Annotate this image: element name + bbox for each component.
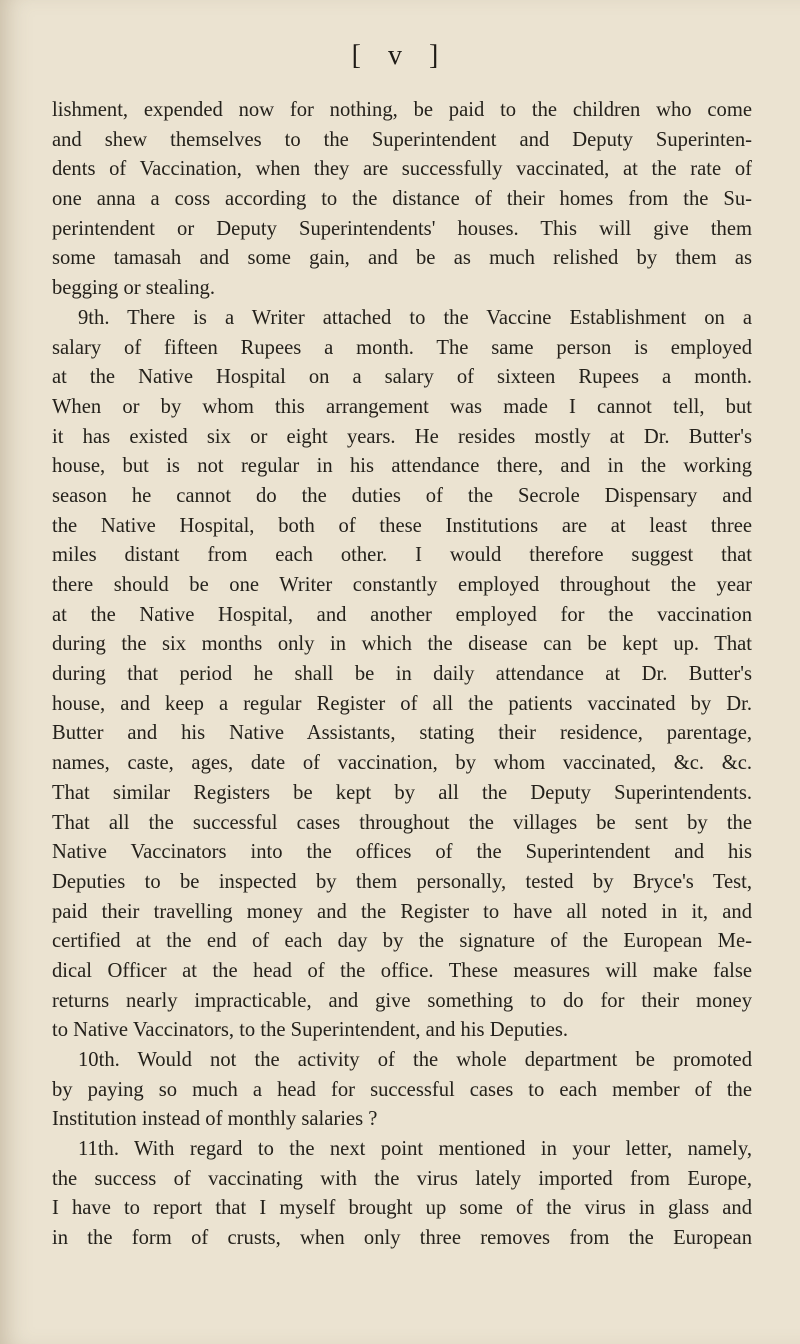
text-line: salary of fifteen Rupees a month. The same person is employed	[52, 336, 752, 359]
text-line: dents of Vaccination, when they are successfully vaccinated, at the rate of	[52, 158, 752, 181]
paragraph-start-10th: 10th. Would not the activity of the whole department be promoted	[78, 1049, 752, 1071]
paragraph-start-9th: 9th. There is a Writer attached to the Vaccine Establishment on a	[78, 306, 752, 329]
text-line: begging or stealing.	[52, 277, 216, 300]
text-line: at the Native Hospital, and another employed for the vaccination	[52, 603, 752, 626]
text-line: I have to report that I myself brought up some of the virus in glass and	[52, 1197, 752, 1220]
text-line: to Native Vaccinators, to the Superintendent, and his Deputies.	[52, 1019, 569, 1042]
text-line: the success of vaccinating with the virus lately imported from Europe,	[52, 1167, 752, 1190]
text-line: certified at the end of each day by the signature of the European Me-	[52, 930, 752, 953]
text-line: house, and keep a regular Register of all the patients vaccinated by Dr.	[52, 692, 752, 715]
body-text	[52, 96, 752, 1254]
text-line: Institution instead of monthly salaries ?	[52, 1108, 378, 1131]
text-line: by paying so much a head for successful cases to each member of the	[52, 1078, 752, 1101]
text-line: some tamasah and some gain, and be as much relished by them as	[52, 247, 752, 270]
text-line: house, but is not regular in his attendance there, and in the working	[52, 455, 752, 478]
paragraph-start-11th: 11th. With regard to the next point mentioned in your letter, namely,	[78, 1138, 752, 1161]
text-line: perintendent or Deputy Superintendents' houses. This will give them	[52, 217, 752, 240]
text-line: one anna a coss according to the distance of their homes from the Su-	[52, 188, 752, 211]
text-line: during the six months only in which the disease can be kept up. That	[52, 633, 752, 656]
text-line: at the Native Hospital on a salary of sixteen Rupees a month.	[52, 366, 752, 389]
text-line: miles distant from each other. I would therefore suggest that	[52, 544, 752, 567]
text-line: Native Vaccinators into the offices of the Superintendent and his	[52, 841, 752, 864]
text-line: the Native Hospital, both of these Institutions are at least three	[52, 514, 752, 537]
text-line: there should be one Writer constantly employed throughout the year	[52, 574, 752, 596]
text-line: it has existed six or eight years. He resides mostly at Dr. Butter's	[52, 425, 752, 448]
text-line: That all the successful cases throughout the villages be sent by the	[52, 811, 752, 834]
text-line: dical Officer at the head of the office. These measures will make false	[52, 959, 752, 982]
text-line: during that period he shall be in daily attendance at Dr. Butter's	[52, 663, 752, 686]
text-line: lishment, expended now for nothing, be paid to the children who come	[52, 99, 752, 121]
text-line: returns nearly impracticable, and give something to do for their money	[52, 989, 752, 1012]
text-line: paid their travelling money and the Register to have all noted in it, and	[52, 900, 752, 923]
text-line: Deputies to be inspected by them personally, tested by Bryce's Test,	[52, 870, 752, 893]
text-line: in the form of crusts, when only three removes from the European	[52, 1227, 752, 1250]
text-line: That similar Registers be kept by all the Deputy Superintendents.	[52, 781, 752, 804]
text-line: names, caste, ages, date of vaccination, by whom vaccinated, &c. &c.	[52, 752, 752, 775]
text-line: When or by whom this arrangement was made I cannot tell, but	[52, 395, 752, 418]
text-line: season he cannot do the duties of the Secrole Dispensary and	[52, 484, 752, 507]
text-line: Butter and his Native Assistants, stating their residence, parentage,	[52, 722, 752, 745]
page-number: [ v ]	[351, 40, 449, 71]
text-line: and shew themselves to the Superintendent and Deputy Superinten-	[52, 128, 752, 151]
